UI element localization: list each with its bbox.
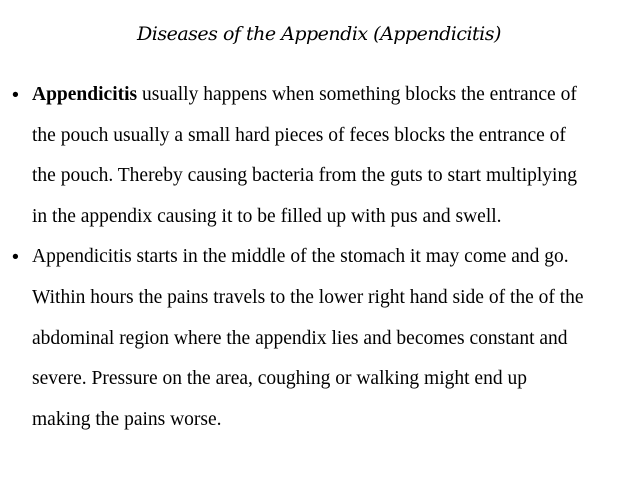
bullet-line: the pouch usually a small hard pieces of feces blocks the entrance of xyxy=(32,124,566,146)
bullet-item-1 xyxy=(12,75,634,237)
bullet-line: making the pains worse. xyxy=(32,408,222,430)
bullet-icon: • xyxy=(12,84,19,106)
bullet-line: the pouch. Thereby causing bacteria from the guts to start multiplying xyxy=(32,165,577,187)
bullet-line: abdominal region where the appendix lies and becomes constant and xyxy=(32,327,568,349)
bullet-line: in the appendix causing it to be filled up with pus and swell. xyxy=(32,205,502,227)
bullet-text: usually happens when something blocks the entrance of xyxy=(137,84,577,105)
bullet-line xyxy=(32,75,634,116)
bullet-icon: • xyxy=(12,246,19,269)
bullet-line: severe. Pressure on the area, coughing or walking might end up xyxy=(32,368,527,390)
bold-term: Appendicitis xyxy=(32,84,138,105)
bullet-list xyxy=(12,75,634,440)
bullet-item-2 xyxy=(12,237,634,440)
bullet-line: Within hours the pains travels to the lower right hand side of the of the xyxy=(32,286,584,308)
bullet-line: Appendicitis starts in the middle of the stomach it may come and go. xyxy=(32,246,569,268)
slide-title: Diseases of the Appendix (Appendicitis) xyxy=(137,23,501,45)
